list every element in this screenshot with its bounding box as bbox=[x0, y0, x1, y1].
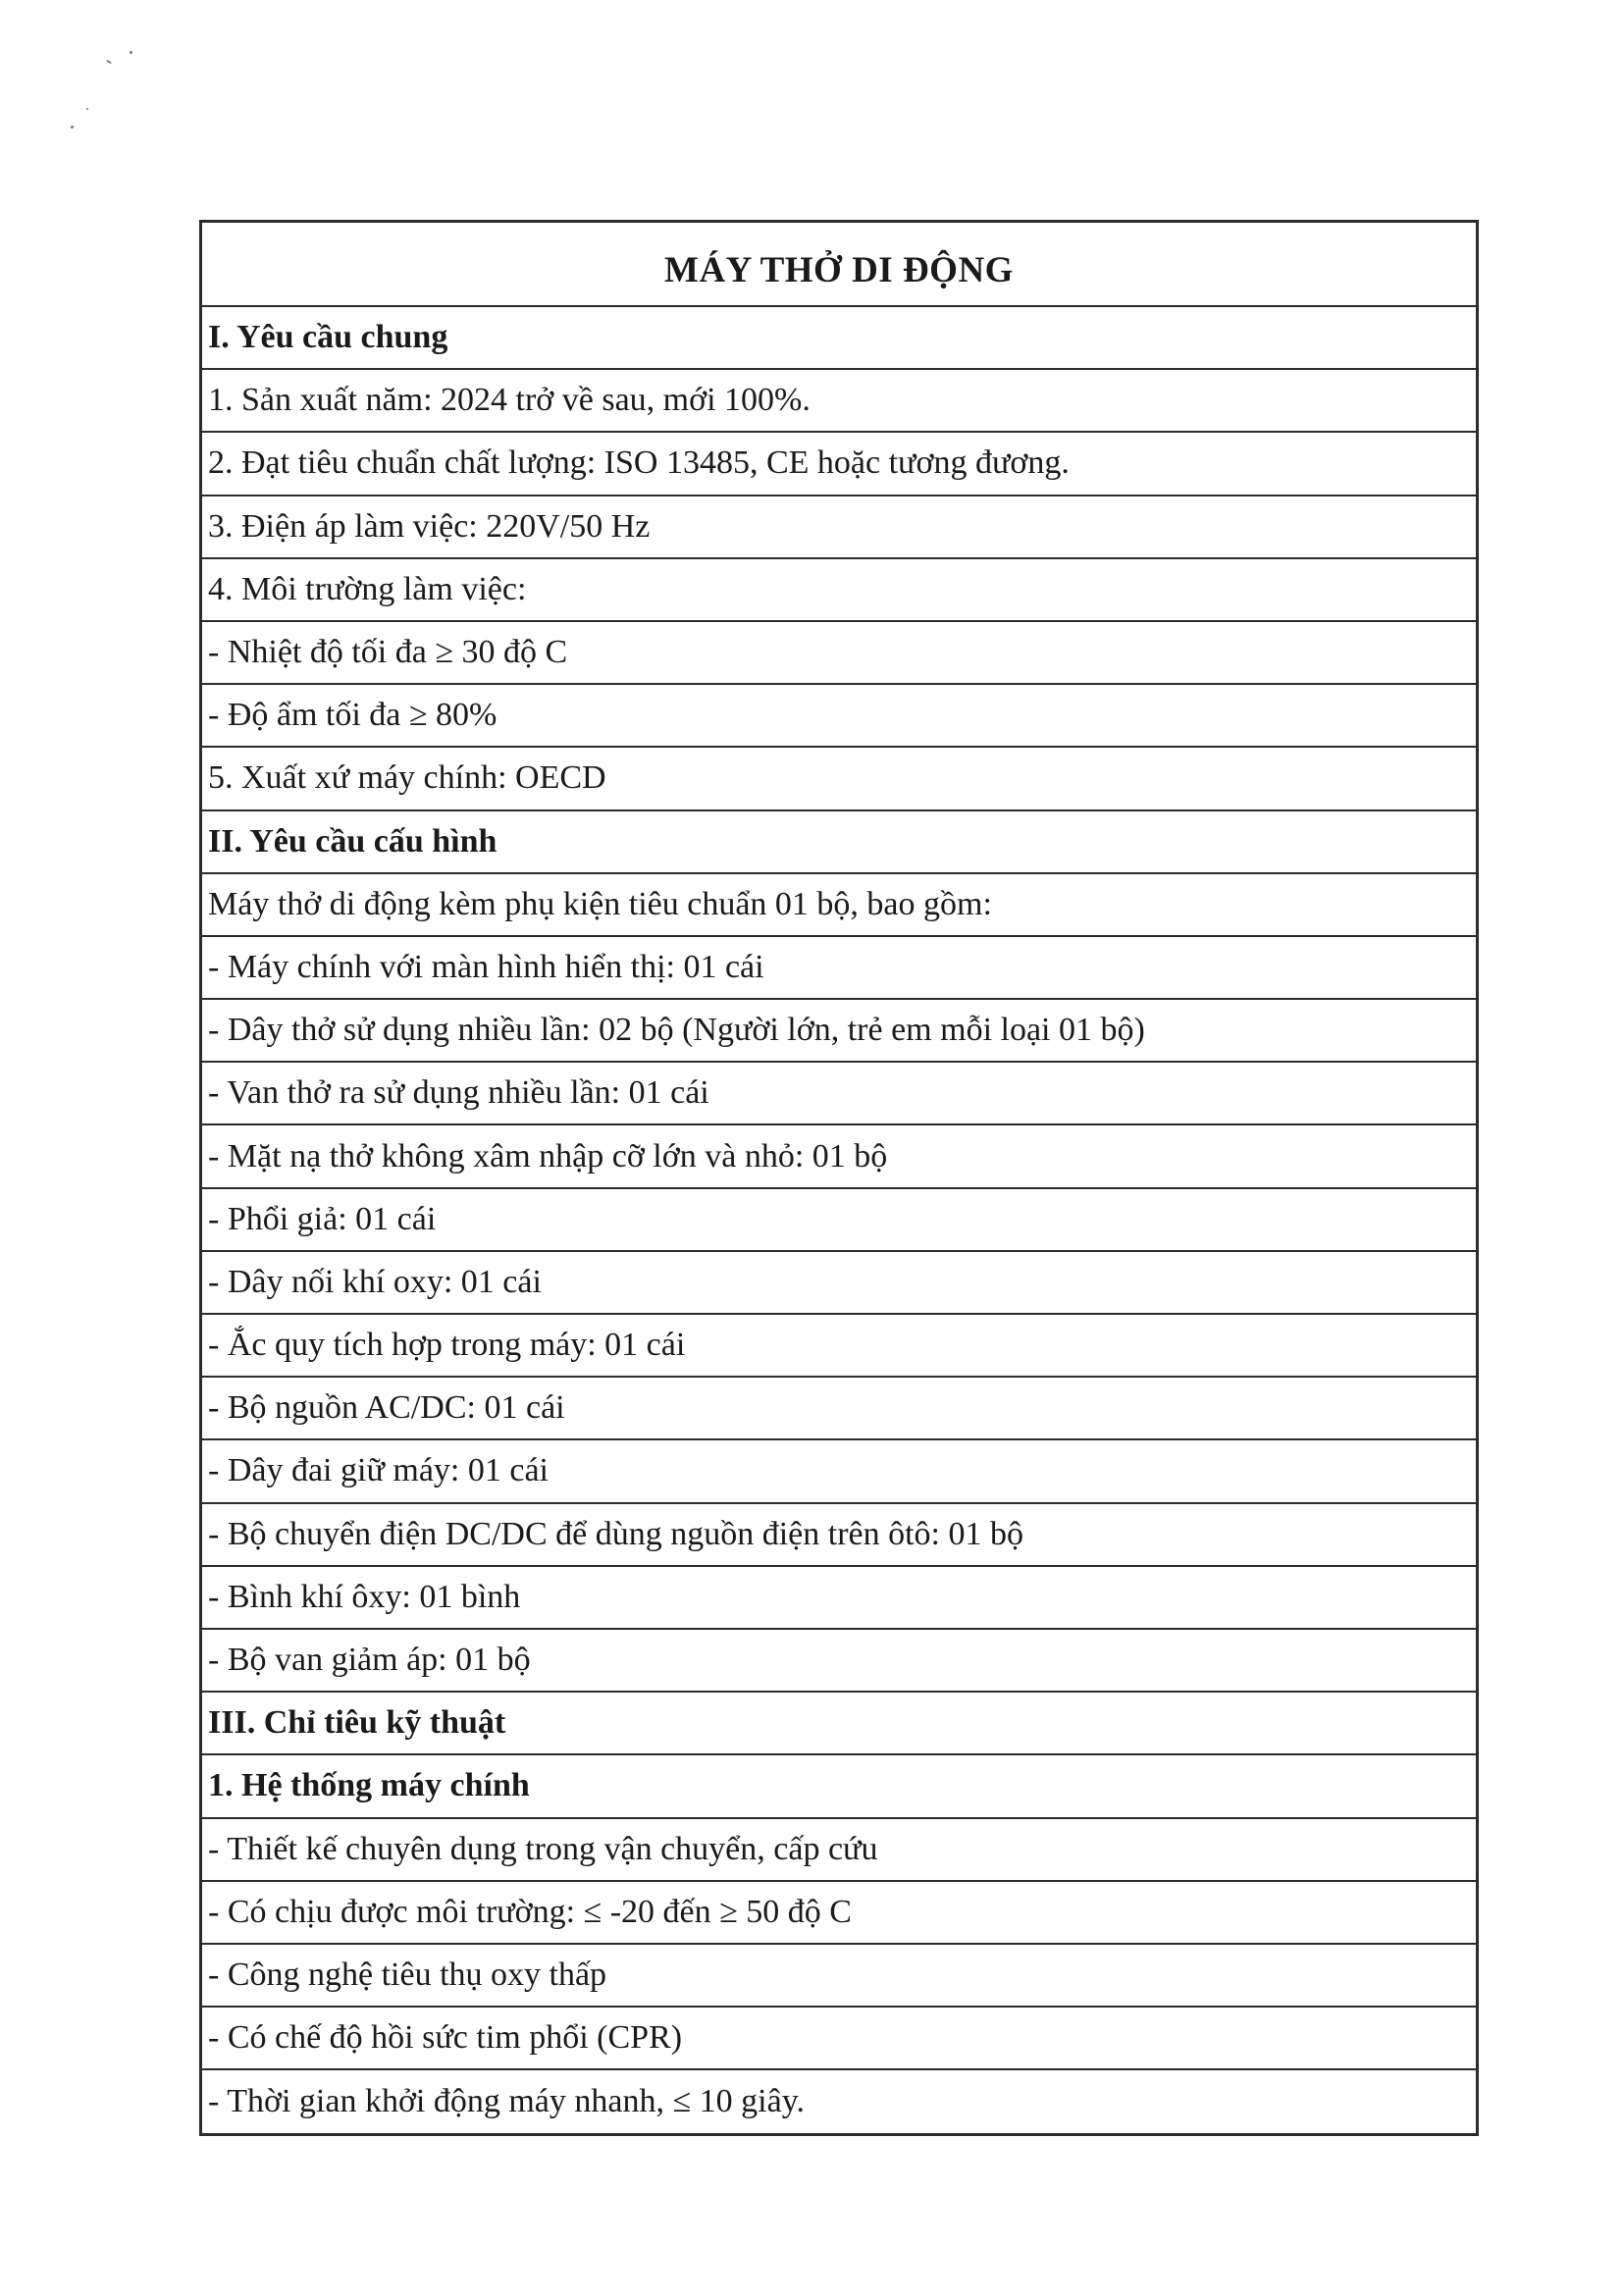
spec-row: - Thời gian khởi động máy nhanh, ≤ 10 giây. bbox=[208, 2083, 805, 2120]
scan-speck bbox=[130, 51, 132, 54]
spec-row: - Dây nối khí oxy: 01 cái bbox=[202, 1252, 1476, 1315]
spec-row: - Ắc quy tích hợp trong máy: 01 cái bbox=[202, 1315, 1476, 1378]
section-heading-row: III. Chỉ tiêu kỹ thuật bbox=[202, 1693, 1476, 1755]
spec-row: 2. Đạt tiêu chuẩn chất lượng: ISO 13485, CE hoặc tương đương. bbox=[202, 433, 1476, 496]
spec-row: 5. Xuất xứ máy chính: OECD bbox=[202, 748, 1476, 810]
spec-rows bbox=[202, 307, 1476, 2133]
spec-row: - Máy chính với màn hình hiển thị: 01 cái bbox=[202, 937, 1476, 1000]
spec-row: - Có chịu được môi trường: ≤ -20 đến ≥ 50 độ C bbox=[202, 1882, 1476, 1945]
spec-row: - Có chế độ hồi sức tim phổi (CPR) bbox=[202, 2008, 1476, 2070]
spec-row: - Thiết kế chuyên dụng trong vận chuyển, cấp cứu bbox=[202, 1819, 1476, 1882]
spec-row: 4. Môi trường làm việc: bbox=[202, 559, 1476, 622]
spec-row: - Van thở ra sử dụng nhiều lần: 01 cái bbox=[202, 1063, 1476, 1125]
spec-row: - Độ ẩm tối đa ≥ 80% bbox=[202, 685, 1476, 748]
spec-row: Máy thở di động kèm phụ kiện tiêu chuẩn 01 bộ, bao gồm: bbox=[202, 874, 1476, 937]
spec-table bbox=[199, 220, 1479, 2136]
spec-row: - Bình khí ôxy: 01 bình bbox=[202, 1567, 1476, 1630]
scan-speck bbox=[71, 126, 74, 129]
section-heading-row: 1. Hệ thống máy chính bbox=[202, 1755, 1476, 1818]
spec-row: 3. Điện áp làm việc: 220V/50 Hz bbox=[202, 496, 1476, 559]
scan-speck bbox=[106, 60, 112, 65]
scan-speck bbox=[86, 108, 88, 110]
spec-row: - Bộ nguồn AC/DC: 01 cái bbox=[202, 1378, 1476, 1440]
spec-row: - Phổi giả: 01 cái bbox=[202, 1189, 1476, 1252]
spec-row: - Dây đai giữ máy: 01 cái bbox=[202, 1440, 1476, 1503]
spec-row: 1. Sản xuất năm: 2024 trở về sau, mới 100%. bbox=[202, 370, 1476, 433]
spec-row: - Mặt nạ thở không xâm nhập cỡ lớn và nhỏ: 01 bộ bbox=[202, 1125, 1476, 1188]
spec-row: - Dây thở sử dụng nhiều lần: 02 bộ (Người lớn, trẻ em mỗi loại 01 bộ) bbox=[202, 1000, 1476, 1063]
spec-row: - Bộ chuyển điện DC/DC để dùng nguồn điện trên ôtô: 01 bộ bbox=[202, 1504, 1476, 1567]
document-title: MÁY THỞ DI ĐỘNG bbox=[202, 223, 1476, 307]
spec-row: - Bộ van giảm áp: 01 bộ bbox=[202, 1630, 1476, 1693]
spec-row: - Nhiệt độ tối đa ≥ 30 độ C bbox=[202, 622, 1476, 685]
section-heading-row: I. Yêu cầu chung bbox=[202, 307, 1476, 370]
section-heading-row: II. Yêu cầu cấu hình bbox=[202, 811, 1476, 874]
spec-row: - Công nghệ tiêu thụ oxy thấp bbox=[202, 1945, 1476, 2008]
